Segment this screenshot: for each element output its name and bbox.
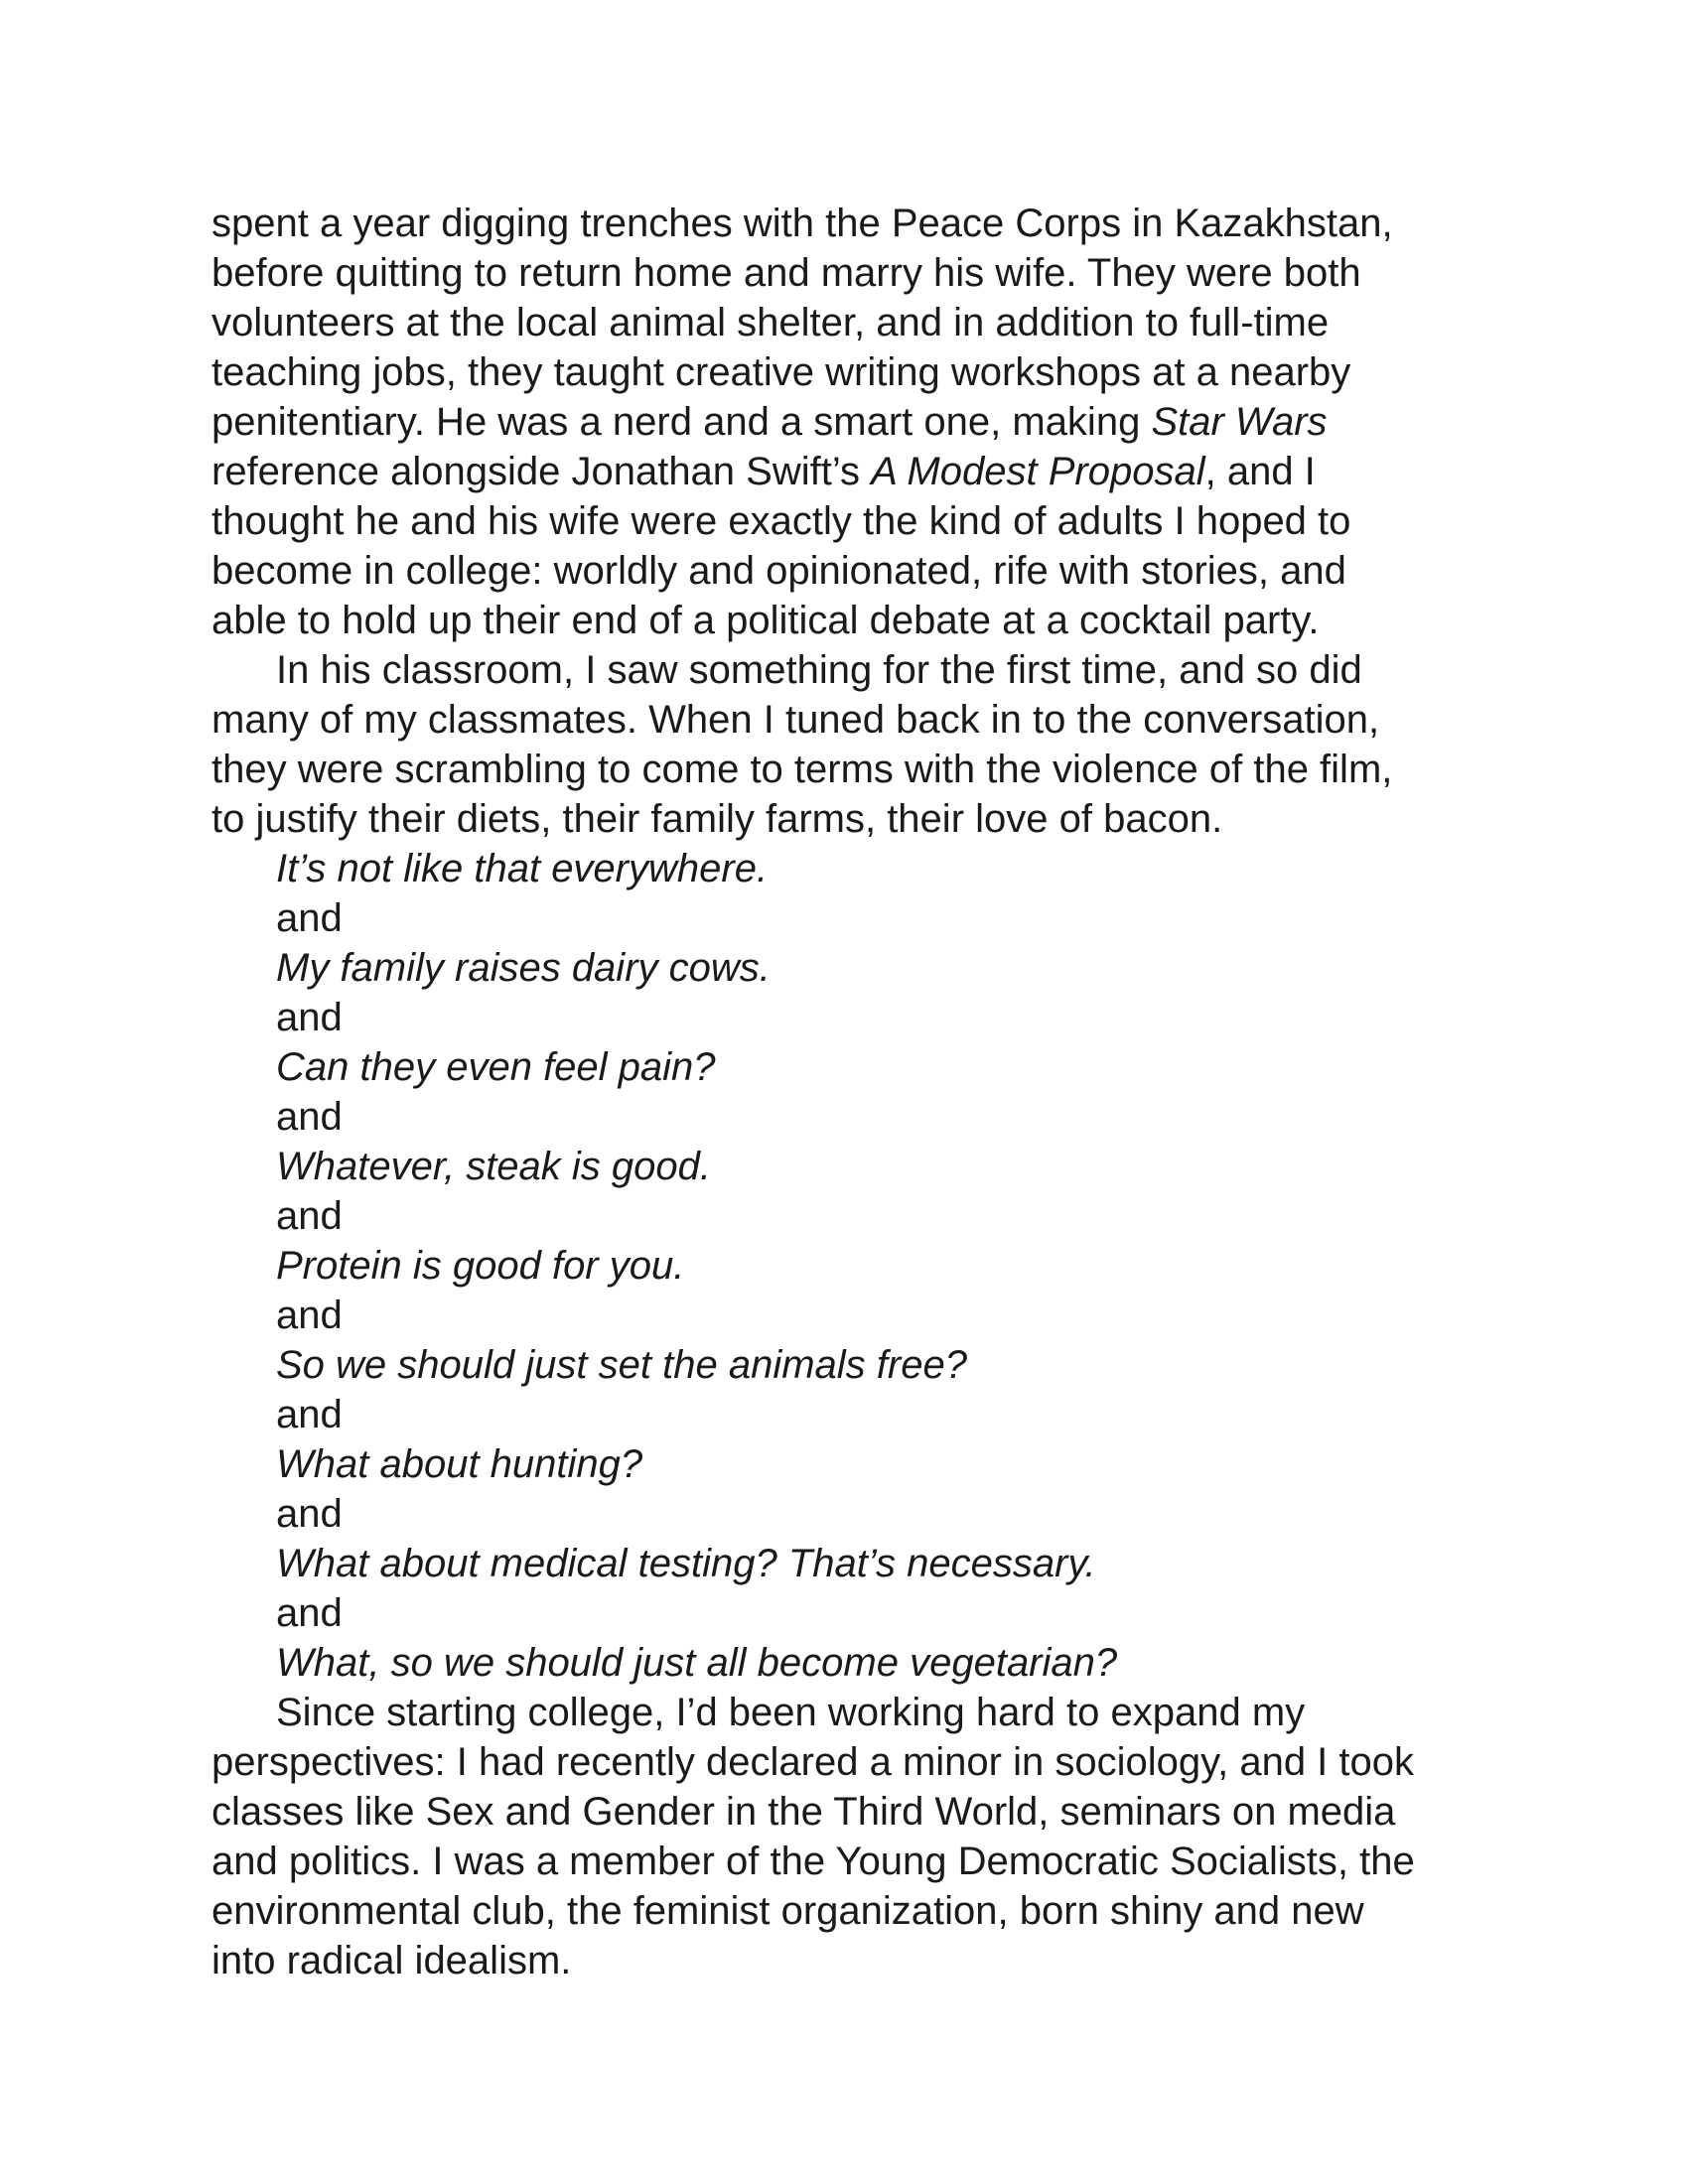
quote-line: Can they even feel pain?: [276, 1045, 716, 1089]
text-line: and politics. I was a member of the Young Democratic Socialists, the: [211, 1840, 1415, 1883]
and-line: and: [276, 1492, 343, 1536]
and-line: and: [276, 996, 343, 1039]
paragraph-1: [211, 199, 1502, 645]
text-line: [211, 447, 1502, 496]
text-line: become in college: worldly and opinionated, rife with stories, and: [211, 549, 1346, 593]
text-segment: reference alongside Jonathan Swift’s: [211, 450, 872, 493]
text-line: to justify their diets, their family farms, their love of bacon.: [211, 797, 1223, 841]
text-line: perspectives: I had recently declared a minor in sociology, and I took: [211, 1740, 1415, 1784]
text-line: classes like Sex and Gender in the Third World, seminars on media: [211, 1790, 1396, 1834]
text-line: into radical idealism.: [211, 1939, 572, 1982]
text-line: environmental club, the feminist organization, born shiny and new: [211, 1889, 1364, 1933]
quote-list: [211, 844, 1502, 1688]
italic-title: Star Wars: [1151, 400, 1328, 444]
and-line: and: [276, 1393, 343, 1436]
text-line: teaching jobs, they taught creative writing workshops at a nearby: [211, 350, 1351, 394]
text-line: spent a year digging trenches with the Peace Corps in Kazakhstan,: [211, 202, 1393, 245]
text-line: before quitting to return home and marry his wife. They were both: [211, 251, 1361, 295]
quote-line: What, so we should just all become vegetarian?: [276, 1641, 1118, 1685]
italic-title: A Modest Proposal: [871, 450, 1205, 493]
quote-line: My family raises dairy cows.: [276, 946, 771, 990]
text-line: In his classroom, I saw something for the first time, and so did: [276, 648, 1362, 692]
text-line: [211, 397, 1502, 447]
text-line: many of my classmates. When I tuned back in to the conversation,: [211, 698, 1380, 742]
and-line: and: [276, 1194, 343, 1238]
and-line: and: [276, 896, 343, 940]
and-line: and: [276, 1294, 343, 1337]
quote-line: So we should just set the animals free?: [276, 1343, 967, 1387]
text-line: Since starting college, I’d been working hard to expand my: [276, 1691, 1306, 1734]
quote-line: Whatever, steak is good.: [276, 1145, 712, 1188]
quote-line: It’s not like that everywhere.: [276, 847, 769, 890]
and-line: and: [276, 1591, 343, 1635]
paragraph-3: [211, 1688, 1502, 1985]
quote-line: What about hunting?: [276, 1442, 643, 1486]
text-line: volunteers at the local animal shelter, and in addition to full-time: [211, 301, 1330, 344]
quote-line: What about medical testing? That’s necessary.: [276, 1542, 1096, 1585]
text-segment: penitentiary. He was a nerd and a smart one, making: [211, 400, 1152, 444]
text-line: able to hold up their end of a political debate at a cocktail party.: [211, 599, 1320, 642]
document-page: [211, 199, 1502, 1985]
text-segment: , and I: [1204, 450, 1316, 493]
quote-line: Protein is good for you.: [276, 1244, 685, 1288]
text-line: they were scrambling to come to terms with the violence of the film,: [211, 748, 1393, 791]
paragraph-2: [211, 645, 1502, 844]
text-line: thought he and his wife were exactly the kind of adults I hoped to: [211, 499, 1351, 543]
and-line: and: [276, 1095, 343, 1139]
